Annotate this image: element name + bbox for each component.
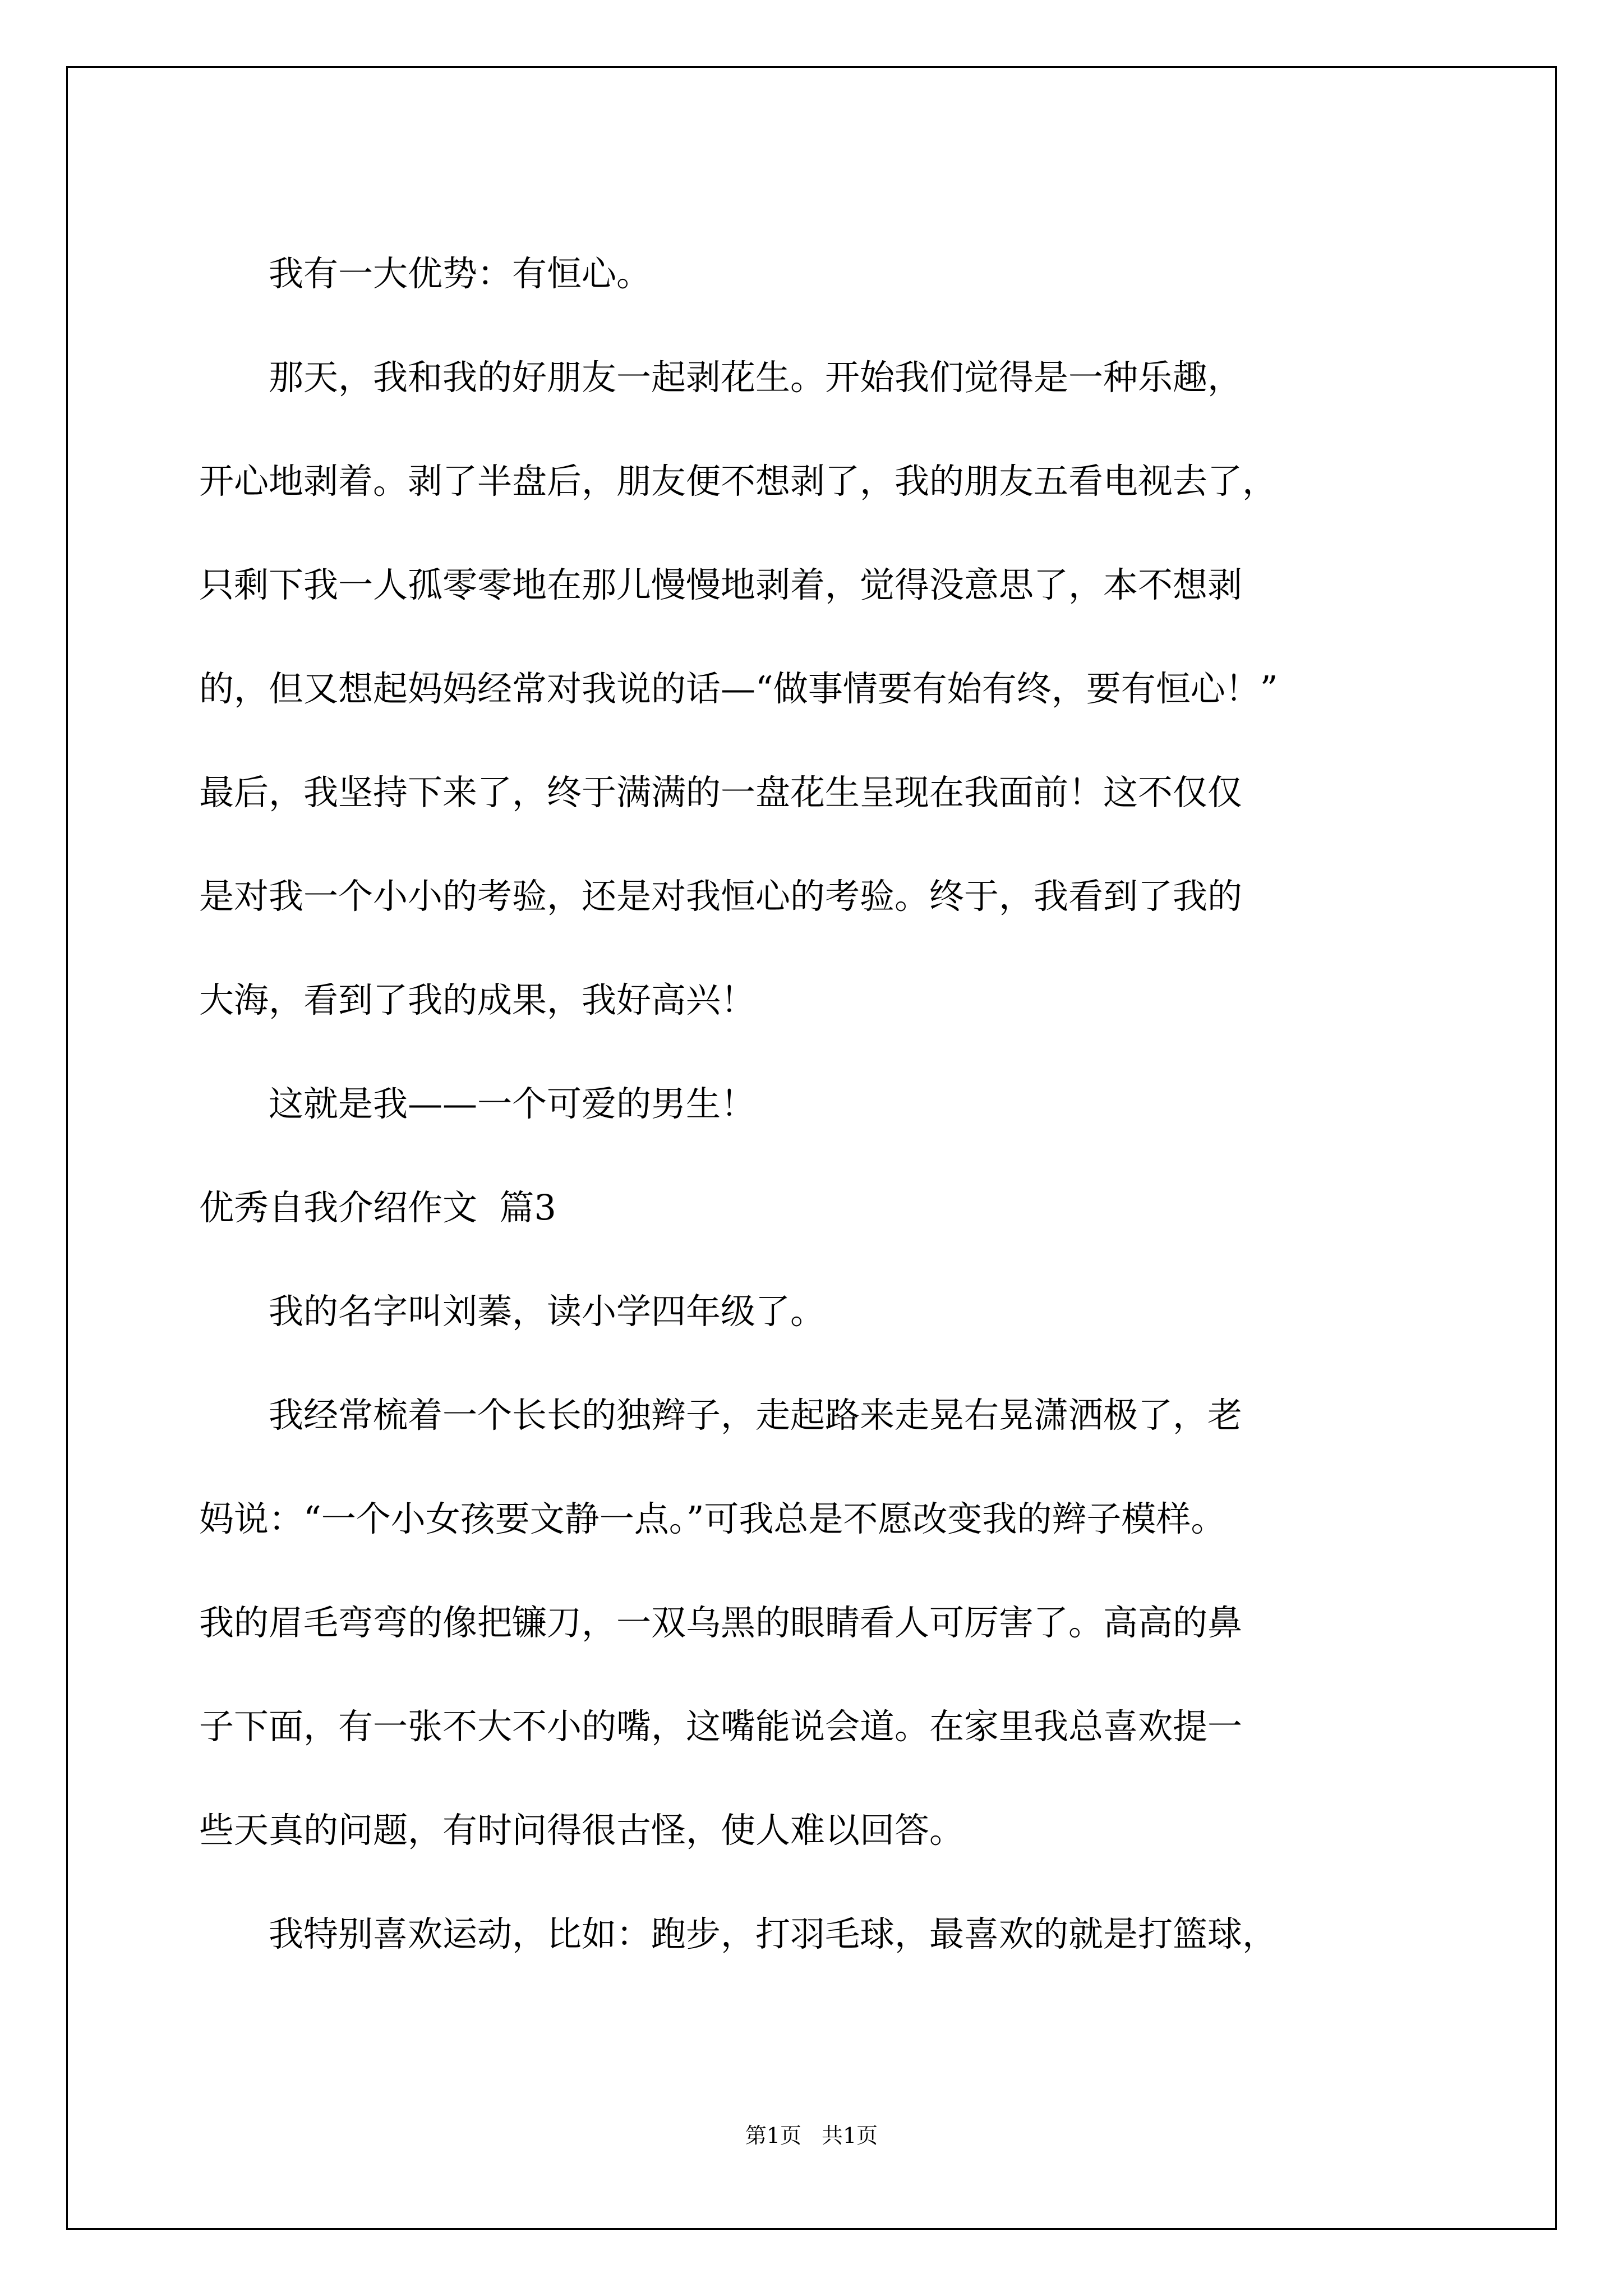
text-line: 大海，看到了我的成果，我好高兴！: [199, 979, 756, 1020]
text-line: 我有一大优势：有恒心。: [269, 253, 652, 294]
paragraph: [199, 325, 1433, 1052]
document-body: [199, 222, 1433, 1986]
text-line: 的，但又想起妈妈经常对我说的话—“做事情要有始有终，要有恒心！”: [199, 668, 1278, 709]
text-line: 我特别喜欢运动，比如：跑步，打羽毛球，最喜欢的就是打篮球，: [269, 1913, 1278, 1954]
page-footer: [0, 2122, 1623, 2150]
section-heading: [199, 1156, 1433, 1259]
text-line: 这就是我——一个可爱的男生！: [269, 1083, 756, 1124]
text-line: 最后，我坚持下来了，终于满满的一盘花生呈现在我面前！这不仅仅: [199, 772, 1243, 813]
page-number: 第1页: [745, 2123, 801, 2148]
text-line: 些天真的问题，有时问得很古怪，使人难以回答。: [199, 1810, 965, 1851]
text-line: 那天，我和我的好朋友一起剥花生。开始我们觉得是一种乐趣，: [269, 357, 1243, 398]
text-line: 开心地剥着。剥了半盘后，朋友便不想剥了，我的朋友五看电视去了，: [199, 461, 1278, 501]
paragraph: [199, 1259, 1433, 1363]
text-line: 我的眉毛弯弯的像把镰刀，一双乌黑的眼睛看人可厉害了。高高的鼻: [199, 1602, 1243, 1643]
paragraph: [199, 1363, 1433, 1882]
text-line: 只剩下我一人孤零零地在那儿慢慢地剥着，觉得没意思了，本不想剥: [199, 564, 1243, 605]
text-line: 我经常梳着一个长长的独辫子，走起路来走晃右晃潇洒极了，老: [269, 1395, 1243, 1435]
text-line: 我的名字叫刘蓁，读小学四年级了。: [269, 1291, 826, 1332]
page-total: 共1页: [822, 2123, 878, 2148]
text-line: 妈说：“一个小女孩要文静一点。”可我总是不愿改变我的辫子模样。: [199, 1498, 1226, 1539]
heading-text: 优秀自我介绍作文 篇3: [199, 1187, 556, 1228]
paragraph: [199, 222, 1433, 325]
text-line: 子下面，有一张不大不小的嘴，这嘴能说会道。在家里我总喜欢提一: [199, 1706, 1243, 1747]
paragraph: [199, 1052, 1433, 1156]
paragraph: [199, 1882, 1433, 1986]
text-line: 是对我一个小小的考验，还是对我恒心的考验。终于，我看到了我的: [199, 876, 1243, 917]
